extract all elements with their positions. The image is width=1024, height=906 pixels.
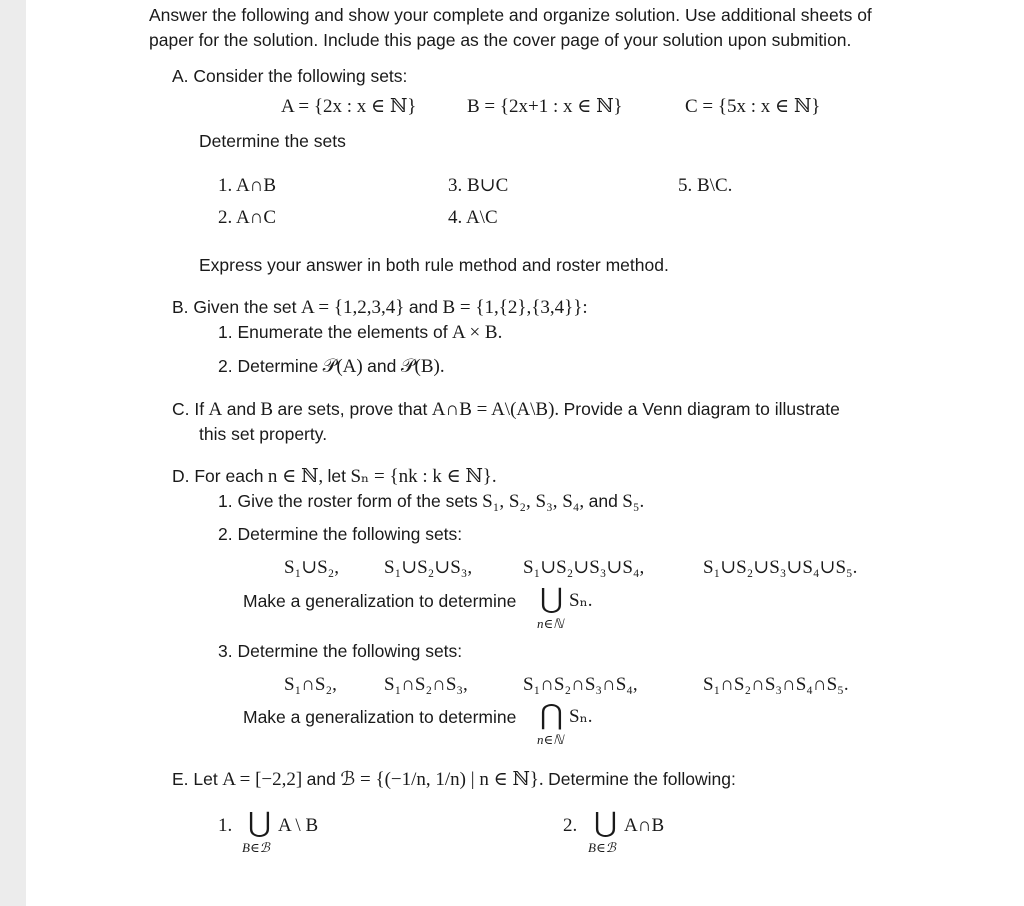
part-d-gen-int-text: Make a generalization to determine bbox=[243, 707, 517, 727]
part-d-gen-union-term: Sₙ. bbox=[569, 590, 593, 611]
part-d-gen-int-sub: n∈ℕ bbox=[537, 732, 564, 747]
part-b-item-1: 1. Enumerate the elements of A × B. bbox=[218, 322, 503, 343]
part-a-heading: A. Consider the following sets: bbox=[172, 66, 408, 86]
part-a-set-a: A = {2x : x ∈ ℕ} bbox=[281, 96, 417, 117]
part-e-item-1-sub: B∈ℬ bbox=[242, 840, 270, 855]
intersection-expr-3: S₁∩S₂∩S₃∩S₄, bbox=[523, 674, 638, 695]
part-d-gen-union-sub: n∈ℕ bbox=[537, 616, 564, 631]
part-d-item-3: 3. Determine the following sets: bbox=[218, 641, 463, 661]
part-e-item-1-term: A \ B bbox=[278, 815, 319, 836]
big-union-icon: ⋃ bbox=[540, 582, 563, 615]
part-a-item-4: 4. A\C bbox=[448, 207, 498, 228]
part-e-item-2-number: 2. bbox=[563, 815, 578, 836]
union-expr-4: S₁∪S₂∪S₃∪S₄∪S₅. bbox=[703, 557, 858, 578]
part-b-set-b: B = {1,{2},{3,4}}: bbox=[442, 297, 588, 318]
intersection-expr-1: S₁∩S₂, bbox=[284, 674, 337, 695]
union-expr-3: S₁∪S₂∪S₃∪S₄, bbox=[523, 557, 645, 578]
union-expr-1: S₁∪S₂, bbox=[284, 557, 340, 578]
part-a-set-c: C = {5x : x ∈ ℕ} bbox=[685, 96, 821, 117]
part-c-line-1: C. If A and B are sets, prove that A∩B = A\(A\B). Provide a Venn diagram to illustrate bbox=[172, 399, 840, 420]
part-d-heading: D. For each n ∈ ℕ, let Sₙ = {nk : k ∈ ℕ}. bbox=[172, 466, 497, 487]
part-d-item-2: 2. Determine the following sets: bbox=[218, 524, 463, 544]
part-a-item-1: 1. A∩B bbox=[218, 175, 277, 196]
part-b-heading: B. Given the set A = {1,2,3,4} and B = {1,{2},{3,4}}: bbox=[172, 297, 588, 318]
big-intersection-icon: ⋂ bbox=[540, 698, 563, 731]
union-expr-2: S₁∪S₂∪S₃, bbox=[384, 557, 473, 578]
part-b-set-a: A = {1,2,3,4} bbox=[300, 297, 405, 318]
part-a-set-b: B = {2x+1 : x ∈ ℕ} bbox=[467, 96, 623, 117]
intersection-expr-4: S₁∩S₂∩S₃∩S₄∩S₅. bbox=[703, 674, 849, 695]
intro-line-2: paper for the solution. Include this page as the cover page of your solution upon submition. bbox=[149, 30, 852, 50]
part-e-item-2-union-icon: ⋃ bbox=[594, 806, 617, 839]
part-a-item-2: 2. A∩C bbox=[218, 207, 277, 228]
part-e-heading: E. Let A = [−2,2] and ℬ = {(−1/n, 1/n) | n ∈ ℕ}. Determine the following: bbox=[172, 769, 736, 790]
part-e-item-2-sub: B∈ℬ bbox=[588, 840, 616, 855]
intersection-expr-2: S₁∩S₂∩S₃, bbox=[384, 674, 468, 695]
part-e-item-1-union-icon: ⋃ bbox=[248, 806, 271, 839]
part-a-item-5: 5. B\C. bbox=[678, 175, 733, 196]
part-b-item-2: 2. Determine 𝒫(A) and 𝒫(B). bbox=[218, 356, 445, 377]
part-a-determine: Determine the sets bbox=[199, 131, 346, 151]
part-e-item-1-number: 1. bbox=[218, 815, 233, 836]
part-d-item-1: 1. Give the roster form of the sets S₁, S₂, S₃, S₄, and S₅. bbox=[218, 491, 645, 512]
part-a-express: Express your answer in both rule method and roster method. bbox=[199, 255, 669, 275]
intro-line-1: Answer the following and show your complete and organize solution. Use additional sheets of bbox=[149, 5, 872, 25]
part-d-gen-int-term: Sₙ. bbox=[569, 706, 593, 727]
part-c-line-2: this set property. bbox=[199, 424, 328, 444]
part-d-gen-union-text: Make a generalization to determine bbox=[243, 591, 517, 611]
part-a-item-3: 3. B∪C bbox=[448, 175, 509, 196]
part-e-item-2-term: A∩B bbox=[624, 815, 665, 836]
